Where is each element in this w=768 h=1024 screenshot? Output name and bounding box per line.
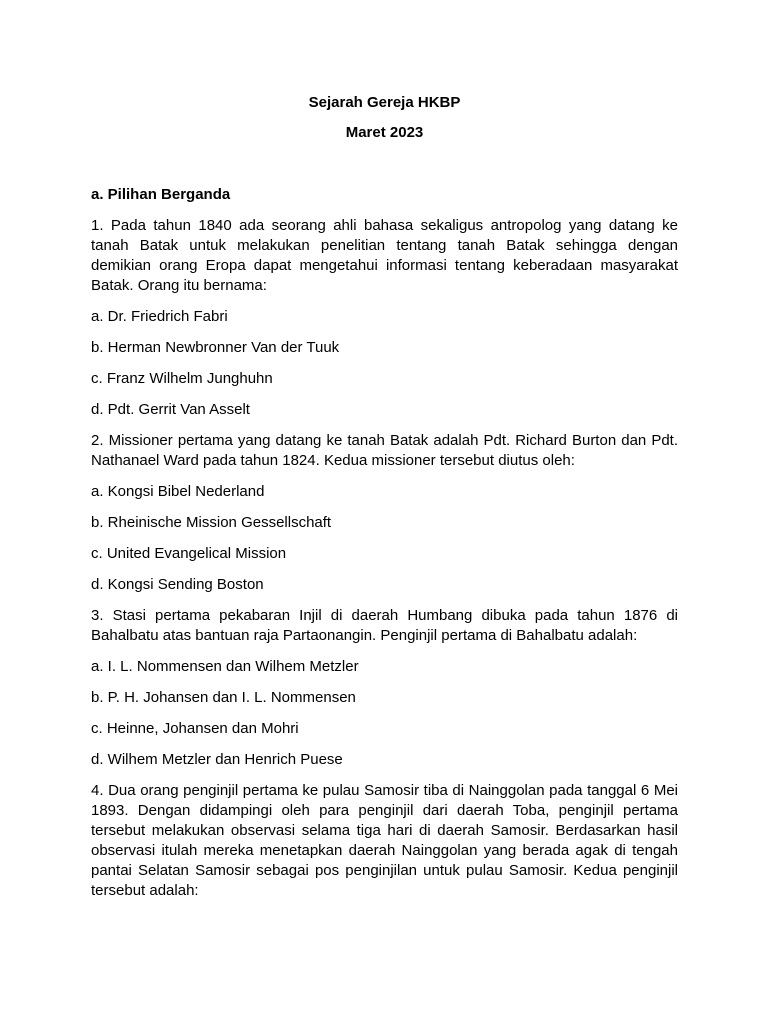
question-1-option-a: a. Dr. Friedrich Fabri: [91, 308, 228, 325]
section-heading: a. Pilihan Berganda: [91, 186, 231, 203]
question-2: 2. Missioner pertama yang datang ke tanah Batak adalah Pdt. Richard Burton dan Pdt. Nathanael Ward pada tahun 1824. Kedua missioner tersebut diutus oleh:: [91, 432, 678, 469]
question-3-option-a: a. I. L. Nommensen dan Wilhem Metzler: [91, 658, 359, 675]
question-2-option-d: d. Kongsi Sending Boston: [91, 576, 264, 593]
document-date: Maret 2023: [345, 124, 424, 141]
question-1: 1. Pada tahun 1840 ada seorang ahli bahasa sekaligus antropolog yang datang ke tanah Batak untuk melakukan penelitian tentang tanah Batak sehingga dengan demikian orang Eropa dapat mengetahui informasi tentang keberadaan masyarakat Batak. Orang itu bernama:: [91, 217, 678, 294]
question-2-option-b: b. Rheinische Mission Gessellschaft: [91, 514, 332, 531]
question-3-option-c: c. Heinne, Johansen dan Mohri: [91, 720, 299, 737]
question-3: 3. Stasi pertama pekabaran Injil di daerah Humbang dibuka pada tahun 1876 di Bahalbatu atas bantuan raja Partaonangin. Penginjil pertama di Bahalbatu adalah:: [91, 607, 678, 644]
document-title: Sejarah Gereja HKBP: [308, 94, 461, 111]
question-3-option-d: d. Wilhem Metzler dan Henrich Puese: [91, 751, 343, 768]
question-1-option-c: c. Franz Wilhelm Junghuhn: [91, 370, 273, 387]
question-2-option-c: c. United Evangelical Mission: [91, 545, 287, 562]
document-body: [91, 93, 678, 901]
question-1-option-b: b. Herman Newbronner Van der Tuuk: [91, 339, 340, 356]
question-4: 4. Dua orang penginjil pertama ke pulau Samosir tiba di Nainggolan pada tanggal 6 Mei 1893. Dengan didampingi oleh para penginjil dari daerah Toba, penginjil pertama tersebut melakukan observasi selama tiga hari di daerah Samosir. Berdasarkan hasil observasi itulah mereka menetapkan daerah Nainggolan yang berada agak di tengah pantai Selatan Samosir sebagai pos penginjilan untuk pulau Samosir. Kedua penginjil tersebut adalah:: [91, 782, 678, 899]
question-2-option-a: a. Kongsi Bibel Nederland: [91, 483, 265, 500]
question-3-option-b: b. P. H. Johansen dan I. L. Nommensen: [91, 689, 356, 706]
question-1-option-d: d. Pdt. Gerrit Van Asselt: [91, 401, 250, 418]
